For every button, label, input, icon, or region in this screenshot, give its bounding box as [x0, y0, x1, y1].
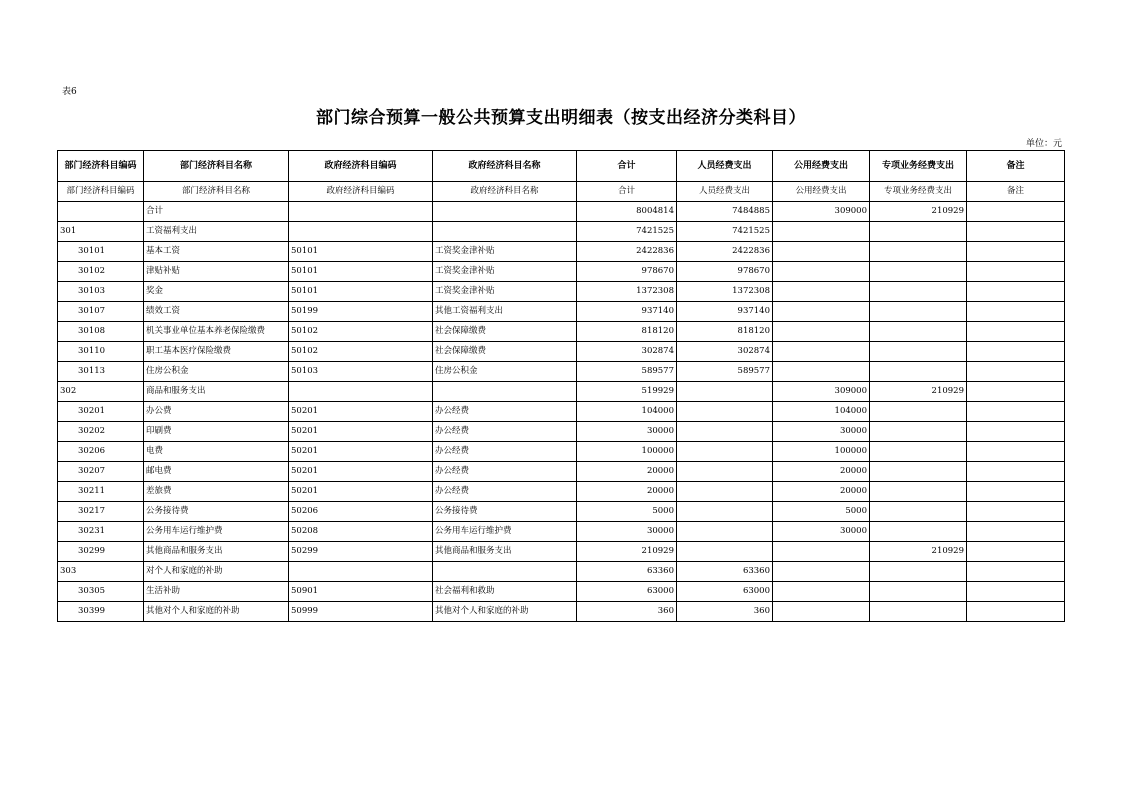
gov-name-cell: 办公经费 [433, 422, 577, 442]
total-cell: 100000 [577, 442, 677, 462]
gov-code-cell: 50199 [289, 302, 433, 322]
special-cell [870, 482, 967, 502]
dept-name-cell: 印刷费 [144, 422, 289, 442]
gov-code-cell: 50208 [289, 522, 433, 542]
dept-code-cell: 30211 [58, 482, 144, 502]
table-row [58, 342, 1065, 362]
dept-code-cell: 302 [58, 382, 144, 402]
public-cell [773, 302, 870, 322]
note-cell [967, 582, 1065, 602]
table-row [58, 402, 1065, 422]
public-cell [773, 282, 870, 302]
special-cell [870, 422, 967, 442]
dept-name-cell: 津贴补贴 [144, 262, 289, 282]
dept-code-cell: 30202 [58, 422, 144, 442]
public-cell [773, 262, 870, 282]
gov-name-cell: 公务接待费 [433, 502, 577, 522]
dept-name-cell: 其他商品和服务支出 [144, 542, 289, 562]
public-cell: 20000 [773, 482, 870, 502]
dept-name-cell: 对个人和家庭的补助 [144, 562, 289, 582]
gov-name-cell: 其他工资福利支出 [433, 302, 577, 322]
note-cell [967, 522, 1065, 542]
special-cell [870, 462, 967, 482]
total-cell: 2422836 [577, 242, 677, 262]
total-cell: 5000 [577, 502, 677, 522]
dept-name-cell: 商品和服务支出 [144, 382, 289, 402]
special-cell [870, 602, 967, 622]
dept-code-cell: 30207 [58, 462, 144, 482]
note-cell [967, 262, 1065, 282]
dept-name-cell: 奖金 [144, 282, 289, 302]
header-row [58, 151, 1065, 182]
table-row [58, 302, 1065, 322]
header-cell: 部门经济科目名称 [144, 151, 289, 182]
total-cell: 20000 [577, 482, 677, 502]
note-cell [967, 602, 1065, 622]
dept-code-cell [58, 202, 144, 222]
gov-code-cell: 50103 [289, 362, 433, 382]
dept-code-cell: 30108 [58, 322, 144, 342]
total-cell: 63000 [577, 582, 677, 602]
dept-code-cell: 30299 [58, 542, 144, 562]
header-repeat-cell: 部门经济科目名称 [144, 182, 289, 202]
personnel-cell [677, 522, 773, 542]
dept-name-cell: 公务用车运行维护费 [144, 522, 289, 542]
gov-code-cell: 50102 [289, 322, 433, 342]
dept-name-cell: 绩效工资 [144, 302, 289, 322]
dept-code-cell: 30110 [58, 342, 144, 362]
dept-name-cell: 公务接待费 [144, 502, 289, 522]
special-cell [870, 342, 967, 362]
note-cell [967, 542, 1065, 562]
gov-code-cell: 50201 [289, 422, 433, 442]
header-repeat-cell: 部门经济科目编码 [58, 182, 144, 202]
personnel-cell: 1372308 [677, 282, 773, 302]
header-repeat-cell: 政府经济科目名称 [433, 182, 577, 202]
total-cell: 30000 [577, 422, 677, 442]
total-cell: 978670 [577, 262, 677, 282]
table-row [58, 542, 1065, 562]
header-cell: 政府经济科目编码 [289, 151, 433, 182]
dept-name-cell: 机关事业单位基本养老保险缴费 [144, 322, 289, 342]
table-row [58, 422, 1065, 442]
dept-name-cell: 基本工资 [144, 242, 289, 262]
special-cell [870, 362, 967, 382]
header-cell: 政府经济科目名称 [433, 151, 577, 182]
gov-name-cell [433, 562, 577, 582]
note-cell [967, 482, 1065, 502]
public-cell: 30000 [773, 422, 870, 442]
note-cell [967, 302, 1065, 322]
header-cell: 专项业务经费支出 [870, 151, 967, 182]
personnel-cell: 63000 [677, 582, 773, 602]
dept-code-cell: 301 [58, 222, 144, 242]
dept-name-cell: 生活补助 [144, 582, 289, 602]
gov-code-cell: 50201 [289, 402, 433, 422]
table-row [58, 202, 1065, 222]
header-repeat-cell: 备注 [967, 182, 1065, 202]
special-cell [870, 522, 967, 542]
dept-name-cell: 邮电费 [144, 462, 289, 482]
table-row [58, 442, 1065, 462]
header-cell: 公用经费支出 [773, 151, 870, 182]
table-row [58, 262, 1065, 282]
gov-code-cell: 50102 [289, 342, 433, 362]
dept-code-cell: 303 [58, 562, 144, 582]
note-cell [967, 282, 1065, 302]
gov-code-cell: 50101 [289, 242, 433, 262]
personnel-cell [677, 422, 773, 442]
gov-name-cell: 社会保障缴费 [433, 322, 577, 342]
personnel-cell: 7421525 [677, 222, 773, 242]
note-cell [967, 382, 1065, 402]
personnel-cell: 937140 [677, 302, 773, 322]
gov-code-cell [289, 562, 433, 582]
public-cell [773, 542, 870, 562]
note-cell [967, 562, 1065, 582]
public-cell [773, 222, 870, 242]
gov-name-cell: 工资奖金津补贴 [433, 242, 577, 262]
special-cell [870, 302, 967, 322]
note-cell [967, 342, 1065, 362]
note-cell [967, 322, 1065, 342]
dept-code-cell: 30217 [58, 502, 144, 522]
personnel-cell [677, 442, 773, 462]
table-row [58, 502, 1065, 522]
public-cell: 100000 [773, 442, 870, 462]
note-cell [967, 402, 1065, 422]
table-row [58, 362, 1065, 382]
table-row [58, 222, 1065, 242]
special-cell [870, 562, 967, 582]
dept-name-cell: 办公费 [144, 402, 289, 422]
dept-name-cell: 其他对个人和家庭的补助 [144, 602, 289, 622]
special-cell [870, 322, 967, 342]
dept-code-cell: 30305 [58, 582, 144, 602]
public-cell: 5000 [773, 502, 870, 522]
note-cell [967, 462, 1065, 482]
dept-code-cell: 30103 [58, 282, 144, 302]
note-cell [967, 222, 1065, 242]
personnel-cell [677, 462, 773, 482]
gov-name-cell: 社会福利和救助 [433, 582, 577, 602]
table-row [58, 602, 1065, 622]
personnel-cell: 589577 [677, 362, 773, 382]
gov-name-cell: 办公经费 [433, 442, 577, 462]
public-cell [773, 562, 870, 582]
table-row [58, 522, 1065, 542]
note-cell [967, 202, 1065, 222]
header-repeat-row [58, 182, 1065, 202]
note-cell [967, 502, 1065, 522]
gov-name-cell: 工资奖金津补贴 [433, 282, 577, 302]
public-cell: 20000 [773, 462, 870, 482]
unit-label: 单位：元 [1025, 139, 1062, 149]
public-cell: 309000 [773, 202, 870, 222]
gov-code-cell [289, 382, 433, 402]
note-cell [967, 362, 1065, 382]
public-cell [773, 342, 870, 362]
total-cell: 63360 [577, 562, 677, 582]
gov-code-cell: 50206 [289, 502, 433, 522]
public-cell: 30000 [773, 522, 870, 542]
gov-code-cell: 50299 [289, 542, 433, 562]
header-cell: 合计 [577, 151, 677, 182]
gov-code-cell: 50201 [289, 462, 433, 482]
dept-code-cell: 30399 [58, 602, 144, 622]
special-cell [870, 222, 967, 242]
gov-name-cell: 其他商品和服务支出 [433, 542, 577, 562]
special-cell: 210929 [870, 202, 967, 222]
gov-code-cell: 50201 [289, 442, 433, 462]
personnel-cell [677, 482, 773, 502]
public-cell [773, 242, 870, 262]
gov-code-cell: 50901 [289, 582, 433, 602]
special-cell [870, 242, 967, 262]
header-repeat-cell: 专项业务经费支出 [870, 182, 967, 202]
dept-name-cell: 差旅费 [144, 482, 289, 502]
dept-code-cell: 30113 [58, 362, 144, 382]
dept-code-cell: 30201 [58, 402, 144, 422]
special-cell [870, 502, 967, 522]
personnel-cell: 978670 [677, 262, 773, 282]
dept-name-cell: 合计 [144, 202, 289, 222]
total-cell: 8004814 [577, 202, 677, 222]
table-row [58, 242, 1065, 262]
public-cell: 309000 [773, 382, 870, 402]
personnel-cell [677, 382, 773, 402]
dept-code-cell: 30102 [58, 262, 144, 282]
public-cell [773, 582, 870, 602]
gov-name-cell: 公务用车运行维护费 [433, 522, 577, 542]
note-cell [967, 442, 1065, 462]
total-cell: 20000 [577, 462, 677, 482]
table-row [58, 322, 1065, 342]
gov-name-cell [433, 202, 577, 222]
personnel-cell [677, 502, 773, 522]
total-cell: 818120 [577, 322, 677, 342]
gov-name-cell: 其他对个人和家庭的补助 [433, 602, 577, 622]
dept-code-cell: 30107 [58, 302, 144, 322]
note-cell [967, 422, 1065, 442]
total-cell: 210929 [577, 542, 677, 562]
gov-code-cell [289, 202, 433, 222]
gov-name-cell: 办公经费 [433, 462, 577, 482]
personnel-cell: 818120 [677, 322, 773, 342]
personnel-cell: 360 [677, 602, 773, 622]
header-repeat-cell: 合计 [577, 182, 677, 202]
table-row [58, 282, 1065, 302]
total-cell: 7421525 [577, 222, 677, 242]
total-cell: 360 [577, 602, 677, 622]
dept-name-cell: 电费 [144, 442, 289, 462]
dept-name-cell: 住房公积金 [144, 362, 289, 382]
budget-table [57, 150, 1065, 622]
total-cell: 30000 [577, 522, 677, 542]
header-repeat-cell: 人员经费支出 [677, 182, 773, 202]
gov-code-cell: 50101 [289, 262, 433, 282]
note-cell [967, 242, 1065, 262]
gov-name-cell: 办公经费 [433, 482, 577, 502]
personnel-cell [677, 542, 773, 562]
personnel-cell: 2422836 [677, 242, 773, 262]
table-row [58, 582, 1065, 602]
special-cell [870, 402, 967, 422]
special-cell [870, 582, 967, 602]
personnel-cell [677, 402, 773, 422]
page-title: 部门综合预算一般公共预算支出明细表（按支出经济分类科目） [316, 108, 806, 128]
gov-name-cell: 工资奖金津补贴 [433, 262, 577, 282]
public-cell: 104000 [773, 402, 870, 422]
total-cell: 1372308 [577, 282, 677, 302]
special-cell [870, 262, 967, 282]
dept-name-cell: 工资福利支出 [144, 222, 289, 242]
dept-code-cell: 30101 [58, 242, 144, 262]
header-cell: 人员经费支出 [677, 151, 773, 182]
header-repeat-cell: 公用经费支出 [773, 182, 870, 202]
public-cell [773, 602, 870, 622]
table-row [58, 562, 1065, 582]
total-cell: 589577 [577, 362, 677, 382]
gov-name-cell: 社会保障缴费 [433, 342, 577, 362]
dept-code-cell: 30231 [58, 522, 144, 542]
header-cell: 部门经济科目编码 [58, 151, 144, 182]
table-row [58, 382, 1065, 402]
gov-name-cell [433, 222, 577, 242]
total-cell: 937140 [577, 302, 677, 322]
gov-name-cell [433, 382, 577, 402]
personnel-cell: 63360 [677, 562, 773, 582]
header-repeat-cell: 政府经济科目编码 [289, 182, 433, 202]
total-cell: 302874 [577, 342, 677, 362]
dept-code-cell: 30206 [58, 442, 144, 462]
table-row [58, 462, 1065, 482]
gov-name-cell: 办公经费 [433, 402, 577, 422]
gov-code-cell [289, 222, 433, 242]
gov-name-cell: 住房公积金 [433, 362, 577, 382]
personnel-cell: 302874 [677, 342, 773, 362]
dept-name-cell: 职工基本医疗保险缴费 [144, 342, 289, 362]
total-cell: 104000 [577, 402, 677, 422]
special-cell: 210929 [870, 382, 967, 402]
gov-code-cell: 50999 [289, 602, 433, 622]
special-cell [870, 442, 967, 462]
gov-code-cell: 50101 [289, 282, 433, 302]
special-cell: 210929 [870, 542, 967, 562]
personnel-cell: 7484885 [677, 202, 773, 222]
table-row [58, 482, 1065, 502]
public-cell [773, 362, 870, 382]
gov-code-cell: 50201 [289, 482, 433, 502]
table-number: 表6 [62, 87, 77, 97]
header-cell: 备注 [967, 151, 1065, 182]
total-cell: 519929 [577, 382, 677, 402]
public-cell [773, 322, 870, 342]
special-cell [870, 282, 967, 302]
